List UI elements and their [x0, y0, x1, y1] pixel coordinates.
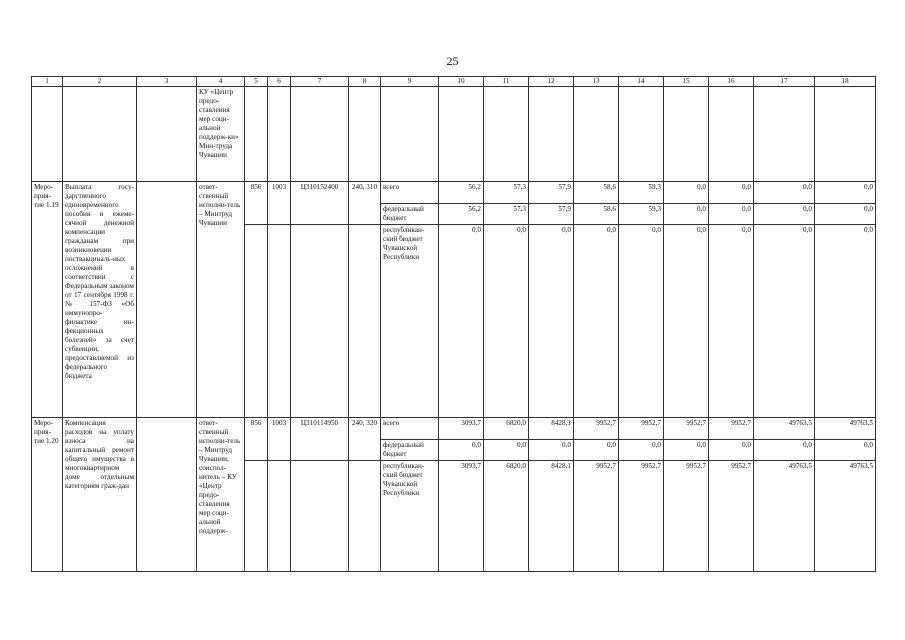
value-cell: 0,0 — [484, 440, 529, 461]
value-cell: 0,0 — [754, 440, 815, 461]
funding-source: всего — [381, 418, 439, 440]
executor-cell: ответ-ственный исполни-тель – Минтруд Чувашии — [197, 182, 245, 418]
measure-name: Выплата госу-дарственного единовременного пособия и ежеме-сячной денежной компенсации гражданам при возникновении поствакциналь-ных осложнений в соответствии с Федеральным законом от 17 сентября 1998 г. № 157-ФЗ «Об иммунопро-филактике ин-фекционных болезней» за счет субвенции, предоставляемой из федерального бюджета — [63, 182, 137, 418]
column-header: 3 — [137, 77, 197, 87]
value-cell: 58,6 — [574, 182, 619, 204]
column-header: 12 — [529, 77, 574, 87]
value-cell: 3093,7 — [439, 461, 484, 572]
value-cell: 49763,5 — [815, 418, 876, 440]
grbs-code: 856 — [245, 182, 268, 204]
value-cell: 9952,7 — [709, 461, 754, 572]
value-cell: 6820,0 — [484, 461, 529, 572]
value-cell: 0,0 — [529, 440, 574, 461]
vr-code: 240, 320 — [349, 418, 381, 440]
value-cell: 9952,7 — [664, 418, 709, 440]
funding-source: всего — [381, 182, 439, 204]
value-cell: 59,3 — [619, 182, 664, 204]
value-cell: 56,2 — [439, 182, 484, 204]
value-cell: 9952,7 — [709, 418, 754, 440]
column-header: 16 — [709, 77, 754, 87]
program-table — [31, 76, 876, 572]
value-cell: 0,0 — [664, 204, 709, 225]
value-cell: 0,0 — [529, 225, 574, 418]
column-header: 17 — [754, 77, 815, 87]
rzpr-code: 1003 — [268, 182, 291, 204]
value-cell: 0,0 — [574, 440, 619, 461]
continuation-row — [32, 87, 876, 182]
executor-cell: КУ «Центр предо-ставления мер соци-альной поддерж-ки» Мин-труда Чувашии — [197, 87, 245, 182]
column-header: 2 — [63, 77, 137, 87]
csr-code: Ц310114950 — [291, 418, 349, 440]
csr-code: Ц310152400 — [291, 182, 349, 204]
value-cell: 9952,7 — [574, 461, 619, 572]
column-header: 15 — [664, 77, 709, 87]
page-number: 25 — [446, 54, 459, 68]
value-cell: 49763,5 — [754, 461, 815, 572]
value-cell: 0,0 — [664, 440, 709, 461]
rzpr-code: 1003 — [268, 418, 291, 440]
column-header: 4 — [197, 77, 245, 87]
table-row — [32, 182, 876, 204]
column-header: 8 — [349, 77, 381, 87]
value-cell: 0,0 — [815, 182, 876, 204]
value-cell: 0,0 — [709, 204, 754, 225]
value-cell: 0,0 — [754, 182, 815, 204]
measure-id: Меро-прия-тие 1.20 — [32, 418, 63, 572]
value-cell: 58,6 — [574, 204, 619, 225]
executor-cell: ответ-ственный исполни-тель – Минтруд Чувашии, соиспол-нитель – КУ «Центр предо-ставления мер соци-альной поддерж- — [197, 418, 245, 572]
value-cell: 57,9 — [529, 204, 574, 225]
funding-source: республикан-ский бюджет Чувашской Республики — [381, 225, 439, 418]
table-row — [32, 418, 876, 440]
value-cell: 0,0 — [664, 182, 709, 204]
value-cell: 0,0 — [709, 182, 754, 204]
value-cell: 49763,5 — [815, 461, 876, 572]
column-header: 11 — [484, 77, 529, 87]
value-cell: 57,9 — [529, 182, 574, 204]
measure-name: Компенсация расходов на уплату взноса на капитальный ремонт общего имущества в многоквартирном доме отдельным категориям граж-дан — [63, 418, 137, 572]
value-cell: 0,0 — [754, 225, 815, 418]
funding-source: республикан-ский бюджет Чувашской Республики — [381, 461, 439, 572]
grbs-code: 856 — [245, 418, 268, 440]
value-cell: 0,0 — [709, 440, 754, 461]
value-cell: 8428,1 — [529, 461, 574, 572]
value-cell: 0,0 — [439, 440, 484, 461]
column-header-row — [32, 77, 876, 87]
value-cell: 0,0 — [754, 204, 815, 225]
column-header: 9 — [381, 77, 439, 87]
column-header: 6 — [268, 77, 291, 87]
vr-code: 240, 310 — [349, 182, 381, 204]
value-cell: 0,0 — [619, 440, 664, 461]
value-cell: 0,0 — [815, 204, 876, 225]
column-header: 18 — [815, 77, 876, 87]
value-cell: 56,2 — [439, 204, 484, 225]
value-cell: 0,0 — [619, 225, 664, 418]
column-header: 1 — [32, 77, 63, 87]
value-cell: 57,3 — [484, 204, 529, 225]
column-header: 7 — [291, 77, 349, 87]
value-cell: 0,0 — [439, 225, 484, 418]
funding-source: федеральный бюджет — [381, 204, 439, 225]
value-cell: 9952,7 — [619, 461, 664, 572]
value-cell: 0,0 — [574, 225, 619, 418]
value-cell: 59,3 — [619, 204, 664, 225]
value-cell: 0,0 — [484, 225, 529, 418]
value-cell: 8428,1 — [529, 418, 574, 440]
value-cell: 0,0 — [709, 225, 754, 418]
column-header: 13 — [574, 77, 619, 87]
column-header: 10 — [439, 77, 484, 87]
value-cell: 0,0 — [664, 225, 709, 418]
value-cell: 49763,5 — [754, 418, 815, 440]
value-cell: 6820,0 — [484, 418, 529, 440]
column-header: 5 — [245, 77, 268, 87]
value-cell: 0,0 — [815, 440, 876, 461]
value-cell: 9952,7 — [664, 461, 709, 572]
value-cell: 9952,7 — [619, 418, 664, 440]
column-header: 14 — [619, 77, 664, 87]
value-cell: 0,0 — [815, 225, 876, 418]
value-cell: 3093,7 — [439, 418, 484, 440]
measure-id: Меро-прия-тие 1.19 — [32, 182, 63, 418]
value-cell: 57,3 — [484, 182, 529, 204]
value-cell: 9952,7 — [574, 418, 619, 440]
funding-source: федеральный бюджет — [381, 440, 439, 461]
